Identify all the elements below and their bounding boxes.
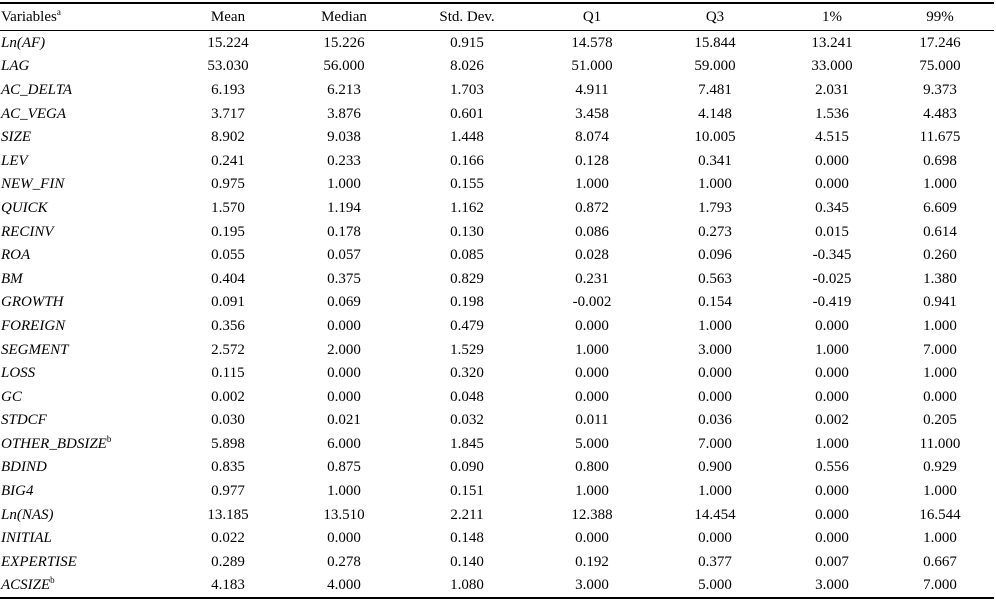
- value-cell: 4.483: [923, 105, 957, 122]
- table-row: [0, 267, 994, 291]
- value-cell: 0.479: [450, 317, 484, 334]
- value-cell: 0.341: [698, 152, 732, 169]
- variable-name-cell: [0, 456, 170, 480]
- value-cell: 0.096: [698, 247, 732, 264]
- value-cell: 1.000: [698, 483, 732, 500]
- value-cell: 0.198: [450, 294, 484, 311]
- value-cell: 0.155: [450, 176, 484, 193]
- value-cell: 1.000: [698, 176, 732, 193]
- value-cell: 0.048: [450, 388, 484, 405]
- value-cell: 9.038: [327, 129, 361, 146]
- value-cell: 0.036: [698, 412, 732, 429]
- value-cell: 0.148: [450, 530, 484, 547]
- value-cell: 0.000: [698, 365, 732, 382]
- variable-name-cell: [0, 503, 170, 527]
- value-cell: 0.030: [211, 412, 245, 429]
- value-cell: 13.510: [323, 506, 365, 523]
- value-cell: 0.000: [698, 388, 732, 405]
- value-cell: 0.375: [327, 270, 361, 287]
- variable-name: GROWTH: [1, 294, 64, 311]
- table-row: [0, 125, 994, 149]
- variable-name-cell: [0, 338, 170, 362]
- header-std-dev: Std. Dev.: [402, 3, 532, 31]
- value-cell: 51.000: [571, 58, 613, 75]
- value-cell: 7.000: [923, 341, 957, 358]
- header-p99: 99%: [886, 3, 994, 31]
- value-cell: 0.273: [698, 223, 732, 240]
- value-cell: 15.226: [323, 34, 365, 51]
- table-row: [0, 456, 994, 480]
- value-cell: 0.154: [698, 294, 732, 311]
- value-cell: 0.115: [211, 365, 245, 382]
- variable-name: STDCF: [1, 412, 47, 429]
- variable-name: INITIAL: [1, 530, 52, 547]
- value-cell: 75.000: [919, 58, 961, 75]
- value-cell: 0.000: [815, 365, 849, 382]
- value-cell: 4.000: [286, 574, 402, 599]
- variable-name: AC_VEGA: [1, 105, 66, 122]
- value-cell: 6.609: [923, 199, 957, 216]
- value-cell: -0.419: [812, 294, 852, 311]
- value-cell: 33.000: [811, 58, 853, 75]
- value-cell: 1.570: [211, 199, 245, 216]
- value-cell: 0.000: [327, 317, 361, 334]
- value-cell: 0.941: [923, 294, 957, 311]
- value-cell: 0.345: [815, 199, 849, 216]
- value-cell: 5.000: [575, 435, 609, 452]
- value-cell: 0.007: [815, 553, 849, 570]
- value-cell: 1.000: [923, 317, 957, 334]
- value-cell: 0.130: [450, 223, 484, 240]
- value-cell: 0.000: [575, 530, 609, 547]
- variable-name-cell: [0, 243, 170, 267]
- value-cell: 1.000: [923, 483, 957, 500]
- value-cell: 0.091: [211, 294, 245, 311]
- value-cell: 4.183: [170, 574, 286, 599]
- value-cell: 1.845: [450, 435, 484, 452]
- table-row: [0, 314, 994, 338]
- variable-name-cell: [0, 550, 170, 574]
- variable-name: QUICK: [1, 199, 48, 216]
- value-cell: 11.000: [919, 435, 961, 452]
- value-cell: 0.128: [575, 152, 609, 169]
- value-cell: 6.000: [327, 435, 361, 452]
- variable-name: RECINV: [1, 223, 54, 240]
- value-cell: 0.915: [450, 34, 484, 51]
- table-body: [0, 31, 994, 599]
- value-cell: 1.000: [815, 341, 849, 358]
- variable-name-cell: [0, 220, 170, 244]
- value-cell: 0.800: [575, 459, 609, 476]
- value-cell: 0.829: [450, 270, 484, 287]
- value-cell: 0.151: [450, 483, 484, 500]
- value-cell: 0.000: [815, 483, 849, 500]
- value-cell: 0.000: [575, 388, 609, 405]
- variable-name: Ln(NAS): [1, 506, 54, 523]
- value-cell: 0.377: [698, 553, 732, 570]
- variable-name-cell: [0, 78, 170, 102]
- value-cell: 0.356: [211, 317, 245, 334]
- table-row: [0, 149, 994, 173]
- header-mean: Mean: [170, 3, 286, 31]
- value-cell: 0.241: [211, 152, 245, 169]
- value-cell: 0.875: [327, 459, 361, 476]
- variable-footnote: b: [50, 575, 55, 586]
- value-cell: 0.835: [211, 459, 245, 476]
- value-cell: 0.000: [815, 506, 849, 523]
- variable-footnote: b: [106, 433, 112, 444]
- value-cell: 0.601: [450, 105, 484, 122]
- value-cell: 0.260: [923, 247, 957, 264]
- value-cell: 0.195: [211, 223, 245, 240]
- value-cell: 0.055: [211, 247, 245, 264]
- table-row: [0, 243, 994, 267]
- value-cell: 0.032: [450, 412, 484, 429]
- header-row: [0, 3, 994, 31]
- variable-name: BIG4: [1, 483, 34, 500]
- value-cell: 59.000: [694, 58, 736, 75]
- value-cell: 11.675: [919, 129, 961, 146]
- value-cell: 0.233: [327, 152, 361, 169]
- value-cell: 15.844: [694, 34, 736, 51]
- value-cell: 1.194: [327, 199, 361, 216]
- value-cell: 3.000: [778, 574, 886, 599]
- descriptive-statistics-table: [0, 2, 994, 599]
- header-variables-footnote: a: [56, 7, 61, 17]
- value-cell: 0.977: [211, 483, 245, 500]
- value-cell: 0.872: [575, 199, 609, 216]
- value-cell: 0.090: [450, 459, 484, 476]
- table-row: [0, 220, 994, 244]
- value-cell: 1.000: [327, 483, 361, 500]
- value-cell: 1.080: [402, 574, 532, 599]
- value-cell: 1.162: [450, 199, 484, 216]
- value-cell: 5.000: [652, 574, 778, 599]
- variable-name-cell: [0, 385, 170, 409]
- value-cell: 15.224: [207, 34, 249, 51]
- table-row: [0, 526, 994, 550]
- value-cell: 0.069: [327, 294, 361, 311]
- variable-name: NEW_FIN: [1, 176, 65, 193]
- variable-name: OTHER_BDSIZE: [1, 435, 107, 452]
- variable-name: AC_DELTA: [1, 81, 73, 98]
- value-cell: 10.005: [694, 129, 736, 146]
- value-cell: 3.876: [327, 105, 361, 122]
- value-cell: 1.000: [923, 176, 957, 193]
- value-cell: 0.231: [575, 270, 609, 287]
- value-cell: 0.140: [450, 553, 484, 570]
- value-cell: 0.614: [923, 223, 957, 240]
- value-cell: 0.000: [815, 530, 849, 547]
- value-cell: 0.000: [327, 365, 361, 382]
- value-cell: 53.030: [207, 58, 249, 75]
- value-cell: 0.166: [450, 152, 484, 169]
- value-cell: 1.000: [923, 530, 957, 547]
- value-cell: 0.192: [575, 553, 609, 570]
- value-cell: 6.213: [327, 81, 361, 98]
- value-cell: 12.388: [571, 506, 613, 523]
- value-cell: 0.057: [327, 247, 361, 264]
- variable-name-cell: [0, 31, 170, 55]
- table-row: [0, 102, 994, 126]
- value-cell: 0.015: [815, 223, 849, 240]
- variable-name-cell: [0, 267, 170, 291]
- value-cell: 1.000: [327, 176, 361, 193]
- value-cell: 0.022: [211, 530, 245, 547]
- value-cell: 56.000: [323, 58, 365, 75]
- table-row: [0, 55, 994, 79]
- table-row: [0, 550, 994, 574]
- value-cell: 3.717: [211, 105, 245, 122]
- value-cell: 1.793: [698, 199, 732, 216]
- variable-name: SEGMENT: [1, 341, 69, 358]
- value-cell: 0.000: [575, 317, 609, 334]
- value-cell: -0.002: [572, 294, 612, 311]
- table-row: [0, 31, 994, 55]
- header-q1: Q1: [532, 3, 652, 31]
- variable-name: SIZE: [1, 129, 31, 146]
- value-cell: 13.185: [207, 506, 249, 523]
- table-row: [0, 432, 994, 456]
- header-median: Median: [286, 3, 402, 31]
- table-row: [0, 409, 994, 433]
- variable-name-cell: [0, 314, 170, 338]
- value-cell: 3.000: [532, 574, 652, 599]
- value-cell: 0.086: [575, 223, 609, 240]
- table-row: [0, 173, 994, 197]
- value-cell: 14.454: [694, 506, 736, 523]
- value-cell: 0.028: [575, 247, 609, 264]
- value-cell: 7.000: [698, 435, 732, 452]
- value-cell: 1.000: [575, 483, 609, 500]
- variable-name-cell: [0, 432, 170, 456]
- value-cell: 0.002: [211, 388, 245, 405]
- value-cell: 1.000: [923, 365, 957, 382]
- variable-name: LAG: [1, 58, 30, 75]
- value-cell: 0.000: [815, 176, 849, 193]
- value-cell: 3.458: [575, 105, 609, 122]
- value-cell: 0.085: [450, 247, 484, 264]
- variable-name-cell: [0, 409, 170, 433]
- variable-name: Ln(AF): [1, 34, 46, 51]
- value-cell: 0.205: [923, 412, 957, 429]
- variable-name: BDIND: [1, 459, 47, 476]
- value-cell: 0.975: [211, 176, 245, 193]
- value-cell: 0.000: [815, 388, 849, 405]
- header-q3: Q3: [652, 3, 778, 31]
- variable-name-cell: [0, 55, 170, 79]
- value-cell: 0.178: [327, 223, 361, 240]
- variable-name: LEV: [1, 152, 28, 169]
- variable-name: LOSS: [1, 365, 36, 382]
- value-cell: 4.148: [698, 105, 732, 122]
- value-cell: 2.572: [211, 341, 245, 358]
- value-cell: 1.000: [575, 341, 609, 358]
- table-row: [0, 361, 994, 385]
- value-cell: 2.211: [450, 506, 484, 523]
- value-cell: 14.578: [571, 34, 613, 51]
- table-row: [0, 78, 994, 102]
- value-cell: 0.000: [327, 388, 361, 405]
- value-cell: 1.703: [450, 81, 484, 98]
- value-cell: 1.380: [923, 270, 957, 287]
- value-cell: 0.011: [575, 412, 609, 429]
- value-cell: 7.000: [886, 574, 994, 599]
- table-row: [0, 503, 994, 527]
- value-cell: 1.000: [815, 435, 849, 452]
- variable-name-cell: [0, 361, 170, 385]
- table-row: [0, 196, 994, 220]
- value-cell: 16.544: [919, 506, 961, 523]
- value-cell: 0.929: [923, 459, 957, 476]
- value-cell: 0.556: [815, 459, 849, 476]
- variable-name: GC: [1, 388, 22, 405]
- value-cell: 4.515: [815, 129, 849, 146]
- variable-name: ACSIZE: [1, 577, 51, 594]
- table-row: [0, 574, 994, 599]
- variable-name: FOREIGN: [1, 317, 66, 334]
- table-row: [0, 479, 994, 503]
- header-variables: [0, 3, 170, 31]
- variable-name-cell: [0, 291, 170, 315]
- value-cell: 5.898: [211, 435, 245, 452]
- value-cell: 0.698: [923, 152, 957, 169]
- value-cell: 9.373: [923, 81, 957, 98]
- value-cell: 0.000: [815, 152, 849, 169]
- value-cell: 4.911: [575, 81, 609, 98]
- value-cell: 7.481: [698, 81, 732, 98]
- header-variables-label: Variables: [1, 9, 57, 25]
- value-cell: 0.021: [327, 412, 361, 429]
- value-cell: -0.025: [812, 270, 852, 287]
- value-cell: 0.563: [698, 270, 732, 287]
- value-cell: 0.900: [698, 459, 732, 476]
- value-cell: 0.667: [923, 553, 957, 570]
- value-cell: 0.404: [211, 270, 245, 287]
- table-row: [0, 291, 994, 315]
- header-p1: 1%: [778, 3, 886, 31]
- value-cell: 0.000: [923, 388, 957, 405]
- value-cell: 1.529: [450, 341, 484, 358]
- value-cell: 0.000: [575, 365, 609, 382]
- variable-name: EXPERTISE: [1, 553, 77, 570]
- variable-name-cell: [0, 526, 170, 550]
- variable-name-cell: [0, 196, 170, 220]
- variable-name: ROA: [1, 247, 31, 264]
- value-cell: -0.345: [812, 247, 852, 264]
- value-cell: 3.000: [698, 341, 732, 358]
- table-row: [0, 338, 994, 362]
- value-cell: 2.000: [327, 341, 361, 358]
- value-cell: 0.278: [327, 553, 361, 570]
- value-cell: 8.074: [575, 129, 609, 146]
- value-cell: 17.246: [919, 34, 961, 51]
- value-cell: 13.241: [811, 34, 853, 51]
- variable-name-cell: [0, 574, 170, 599]
- value-cell: 0.000: [698, 530, 732, 547]
- value-cell: 1.448: [450, 129, 484, 146]
- value-cell: 0.000: [327, 530, 361, 547]
- value-cell: 2.031: [815, 81, 849, 98]
- value-cell: 0.000: [815, 317, 849, 334]
- value-cell: 6.193: [211, 81, 245, 98]
- table-header: [0, 3, 994, 31]
- value-cell: 1.000: [575, 176, 609, 193]
- value-cell: 0.289: [211, 553, 245, 570]
- value-cell: 1.000: [698, 317, 732, 334]
- variable-name: BM: [1, 270, 23, 287]
- variable-name-cell: [0, 125, 170, 149]
- table-row: [0, 385, 994, 409]
- value-cell: 1.536: [815, 105, 849, 122]
- variable-name-cell: [0, 479, 170, 503]
- value-cell: 8.902: [211, 129, 245, 146]
- value-cell: 0.002: [815, 412, 849, 429]
- variable-name-cell: [0, 102, 170, 126]
- value-cell: 0.320: [450, 365, 484, 382]
- value-cell: 8.026: [450, 58, 484, 75]
- variable-name-cell: [0, 149, 170, 173]
- variable-name-cell: [0, 173, 170, 197]
